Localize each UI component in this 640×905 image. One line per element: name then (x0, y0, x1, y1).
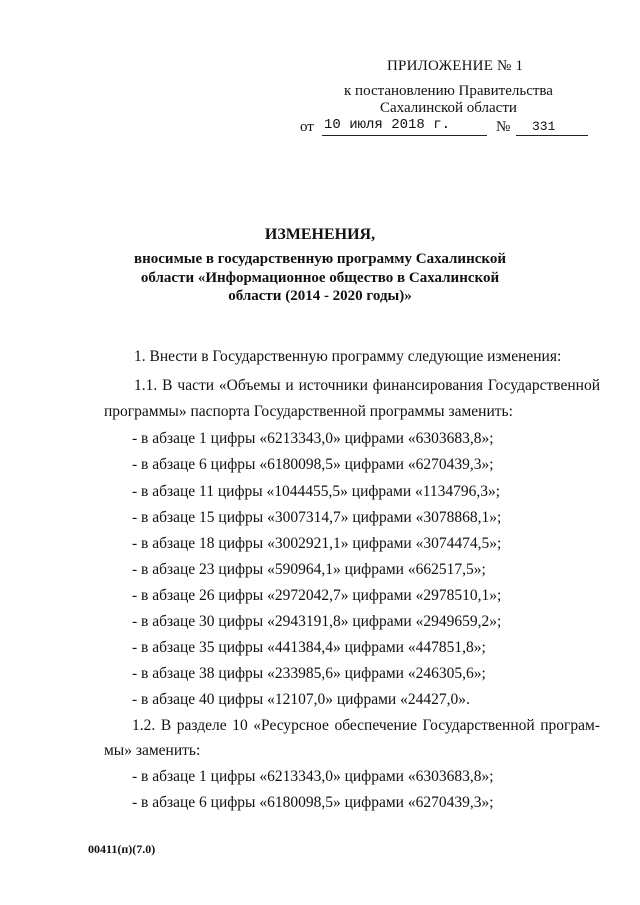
list-item: - в абзаце 30 цифры «2943191,8» цифрами «2949659,2»; (132, 613, 502, 630)
section-1-1-line-2: программы» паспорта Государственной программы заменить: (104, 403, 513, 420)
appendix-region-line: Сахалинской области (380, 100, 517, 116)
list-item: - в абзаце 1 цифры «6213343,0» цифрами «6303683,8»; (132, 768, 494, 785)
list-item: - в абзаце 23 цифры «590964,1» цифрами «662517,5»; (132, 561, 486, 578)
list-item: - в абзаце 38 цифры «233985,6» цифрами «246305,6»; (132, 665, 486, 682)
list-item: - в абзаце 18 цифры «3002921,1» цифрами «3074474,5»; (132, 535, 502, 552)
list-item: - в абзаце 11 цифры «1044455,5» цифрами «1134796,3»; (132, 483, 501, 500)
list-item: - в абзаце 15 цифры «3007314,7» цифрами «3078868,1»; (132, 509, 502, 526)
appendix-date-row (300, 117, 600, 139)
list-item: - в абзаце 6 цифры «6180098,5» цифрами «6270439,3»; (132, 456, 494, 473)
document-code: 00411(п)(7.0) (88, 842, 156, 856)
section-1-2-line-2: мы» заменить: (104, 742, 201, 759)
date-prefix: от (300, 119, 314, 135)
paragraph-1: 1. Внести в Государственную программу следующие изменения: (134, 348, 562, 365)
section-1-1-line-1: 1.1. В части «Объемы и источники финансирования Государственной (134, 377, 600, 394)
subtitle-line: вносимые в государственную программу Сахалинской (134, 251, 506, 267)
subtitle-line: области (2014 - 2020 годы)» (228, 288, 412, 304)
list-item: - в абзаце 1 цифры «6213343,0» цифрами «6303683,8»; (132, 430, 494, 447)
decree-date: 10 июля 2018 г. (322, 115, 487, 136)
appendix-decree-line: к постановлению Правительства (344, 83, 553, 99)
list-item: - в абзаце 35 цифры «441384,4» цифрами «447851,8»; (132, 639, 486, 656)
list-item: - в абзаце 40 цифры «12107,0» цифрами «24427,0». (132, 691, 470, 708)
list-item: - в абзаце 26 цифры «2972042,7» цифрами «2978510,1»; (132, 587, 502, 604)
list-item: - в абзаце 6 цифры «6180098,5» цифрами «6270439,3»; (132, 794, 494, 811)
section-1-2-line-1: 1.2. В разделе 10 «Ресурсное обеспечение Государственной програм- (132, 717, 600, 734)
subtitle-line: области «Информационное общество в Сахалинской (140, 269, 500, 286)
document-subtitle (120, 250, 520, 306)
document-title: ИЗМЕНЕНИЯ, (264, 226, 376, 243)
appendix-title: ПРИЛОЖЕНИЕ № 1 (387, 58, 524, 74)
number-sign: № (496, 119, 511, 135)
decree-number: 331 (516, 117, 588, 136)
